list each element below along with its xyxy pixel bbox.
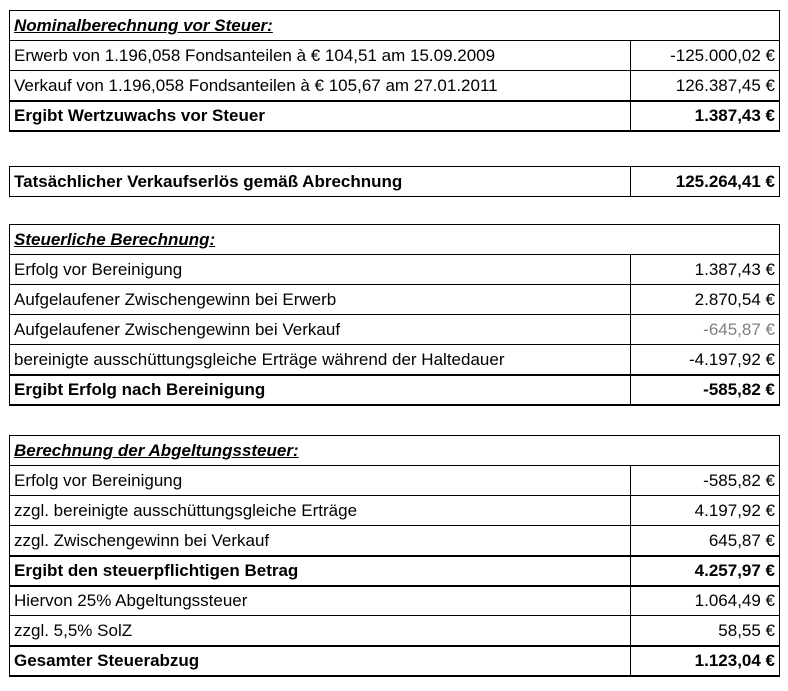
subtotal-label: Ergibt den steuerpflichtigen Betrag: [10, 556, 631, 586]
table-row: [10, 71, 780, 101]
actual-proceeds-section: [9, 166, 779, 197]
withholding-tax-table: [9, 435, 780, 677]
row-value: 1.064,49 €: [631, 586, 780, 616]
total-row: [10, 101, 780, 131]
row-label: zzgl. Zwischengewinn bei Verkauf: [10, 526, 631, 556]
table-row: [10, 285, 780, 315]
total-row: [10, 646, 780, 676]
table-row: [10, 345, 780, 375]
table-row: [10, 496, 780, 526]
row-label: zzgl. bereinigte ausschüttungsgleiche Erträge: [10, 496, 631, 526]
row-label: zzgl. 5,5% SolZ: [10, 616, 631, 646]
table-row: [10, 466, 780, 496]
row-label: Aufgelaufener Zwischengewinn bei Verkauf: [10, 315, 631, 345]
row-label: bereinigte ausschüttungsgleiche Erträge während der Haltedauer: [10, 345, 631, 375]
subtotal-value: 4.257,97 €: [631, 556, 780, 586]
row-value: 4.197,92 €: [631, 496, 780, 526]
row-value: 645,87 €: [631, 526, 780, 556]
row-label: Erfolg vor Bereinigung: [10, 255, 631, 285]
row-label: Erfolg vor Bereinigung: [10, 466, 631, 496]
section-header: Nominalberechnung vor Steuer:: [10, 11, 780, 41]
tax-calculation-table: [9, 224, 780, 406]
total-value: -585,82 €: [631, 375, 780, 405]
row-label: Verkauf von 1.196,058 Fondsanteilen à € 105,67 am 27.01.2011: [10, 71, 631, 101]
row-value: 1.387,43 €: [631, 255, 780, 285]
row-value: 2.870,54 €: [631, 285, 780, 315]
row-label: Tatsächlicher Verkaufserlös gemäß Abrechnung: [10, 167, 631, 197]
row-label: Aufgelaufener Zwischengewinn bei Erwerb: [10, 285, 631, 315]
table-row: [10, 41, 780, 71]
row-value: 126.387,45 €: [631, 71, 780, 101]
section-header-row: [10, 11, 780, 41]
total-row: [10, 375, 780, 405]
table-row: [10, 255, 780, 285]
table-row: [10, 315, 780, 345]
nominal-calculation-table: [9, 10, 780, 132]
row-value: -4.197,92 €: [631, 345, 780, 375]
total-value: 1.123,04 €: [631, 646, 780, 676]
section-header: Berechnung der Abgeltungssteuer:: [10, 436, 780, 466]
total-label: Ergibt Wertzuwachs vor Steuer: [10, 101, 631, 131]
section-header-row: [10, 436, 780, 466]
actual-proceeds-table: [9, 166, 780, 197]
row-value: -125.000,02 €: [631, 41, 780, 71]
row-value: 58,55 €: [631, 616, 780, 646]
tax-calculation-section: [9, 224, 779, 406]
table-row: [10, 586, 780, 616]
subtotal-row: [10, 556, 780, 586]
table-row: [10, 526, 780, 556]
section-header: Steuerliche Berechnung:: [10, 225, 780, 255]
total-label: Gesamter Steuerabzug: [10, 646, 631, 676]
row-label: Hiervon 25% Abgeltungssteuer: [10, 586, 631, 616]
row-value-muted: -645,87 €: [631, 315, 780, 345]
table-row: [10, 616, 780, 646]
row-label: Erwerb von 1.196,058 Fondsanteilen à € 104,51 am 15.09.2009: [10, 41, 631, 71]
row-value: 125.264,41 €: [631, 167, 780, 197]
withholding-tax-section: [9, 435, 779, 677]
total-value: 1.387,43 €: [631, 101, 780, 131]
total-label: Ergibt Erfolg nach Bereinigung: [10, 375, 631, 405]
nominal-calculation-section: [9, 10, 779, 132]
table-row: [10, 167, 780, 197]
section-header-row: [10, 225, 780, 255]
row-value: -585,82 €: [631, 466, 780, 496]
